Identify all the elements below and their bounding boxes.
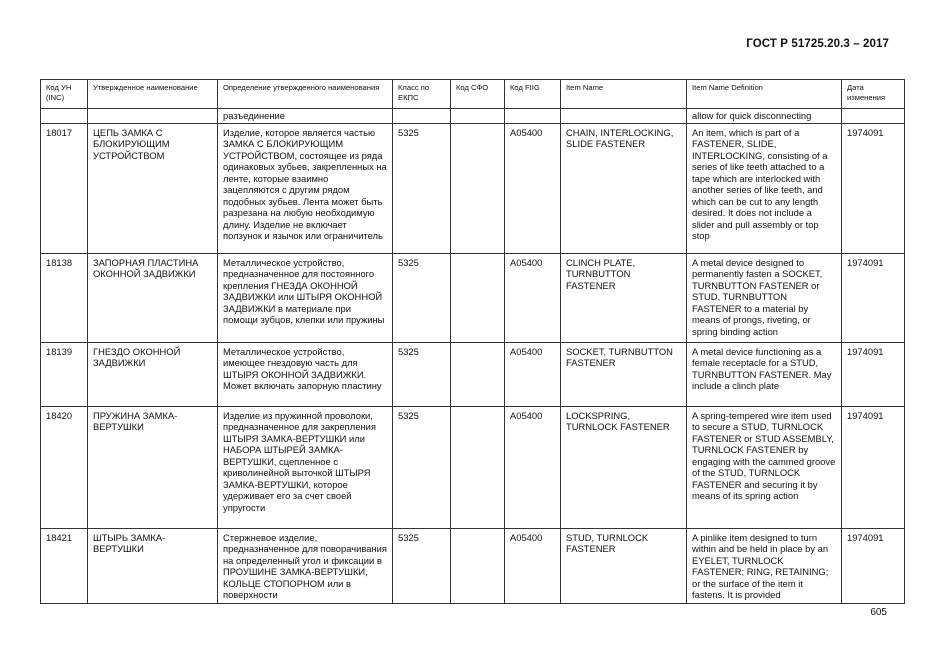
cell-definition: Металлическое устройство, имеющее гнездовую часть для ШТЫРЯ ОКОННОЙ ЗАДВИЖКИ. Может включать запорную пластину (218, 342, 393, 406)
cell-definition: Металлическое устройство, предназначенное для постоянного крепления ГНЕЗДА ОКОННОЙ ЗАДВИЖКИ или ШТЫРЯ ОКОННОЙ ЗАДВИЖКИ в материале при помощи зубцов, клепки или пружины (218, 253, 393, 342)
col-header-item-name: Item Name (561, 80, 687, 109)
col-header-sfo: Код СФО (451, 80, 505, 109)
cell-item-definition: A metal device functioning as a female receptacle for a STUD, TURNBUTTON FASTENER. May include a clinch plate (687, 342, 842, 406)
col-header-inc: Код УН (INC) (41, 80, 88, 109)
cell-sfo (451, 528, 505, 603)
cell-inc (41, 109, 88, 124)
cell-fiig: A05400 (505, 123, 561, 253)
cell-class: 5325 (393, 528, 451, 603)
cell-definition: Изделие, которое является частью ЗАМКА С БЛОКИРУЮЩИМ УСТРОЙСТВОМ, состоящее из ряда одинаковых зубьев, закрепленных на ленте, которые взаимно зацепляются с другим рядом подобных зубьев. Лента может быть разрезана на любую необходимую длину. Изделие не включает ползунок и язычок или ограничитель (218, 123, 393, 253)
cell-class: 5325 (393, 253, 451, 342)
cell-item-definition: An item, which is part of a FASTENER, SLIDE, INTERLOCKING, consisting of a series of like teeth attached to a tape which are interlocked with another series of like teeth, and which can be cut to any length desired. It does not include a slider and pull assembly or top stop (687, 123, 842, 253)
cell-name (88, 109, 218, 124)
table-row-continuation (41, 109, 905, 124)
document-code: ГОСТ Р 51725.20.3 – 2017 (746, 38, 889, 50)
cell-name: ЗАПОРНАЯ ПЛАСТИНА ОКОННОЙ ЗАДВИЖКИ (88, 253, 218, 342)
col-header-class: Класс по ЕКПС (393, 80, 451, 109)
cell-date: 1974091 (842, 123, 905, 253)
cell-class: 5325 (393, 342, 451, 406)
col-header-fiig: Код FIIG (505, 80, 561, 109)
cell-name: ШТЫРЬ ЗАМКА-ВЕРТУШКИ (88, 528, 218, 603)
col-header-name: Утвержденное наименование (88, 80, 218, 109)
cell-sfo (451, 109, 505, 124)
cell-inc: 18017 (41, 123, 88, 253)
cell-class (393, 109, 451, 124)
cell-item-name: CHAIN, INTERLOCKING, SLIDE FASTENER (561, 123, 687, 253)
cell-class: 5325 (393, 123, 451, 253)
catalog-table (40, 79, 905, 604)
col-header-definition: Определение утвержденного наименования (218, 80, 393, 109)
cell-fiig: A05400 (505, 253, 561, 342)
cell-item-name: SOCKET, TURNBUTTON FASTENER (561, 342, 687, 406)
cell-class: 5325 (393, 406, 451, 528)
cell-item-definition: allow for quick disconnecting (687, 109, 842, 124)
cell-fiig: A05400 (505, 406, 561, 528)
cell-fiig: A05400 (505, 528, 561, 603)
cell-date: 1974091 (842, 342, 905, 406)
table-row (41, 123, 905, 253)
cell-sfo (451, 342, 505, 406)
cell-inc: 18138 (41, 253, 88, 342)
table-row (41, 406, 905, 528)
cell-date: 1974091 (842, 253, 905, 342)
cell-item-definition: A spring-tempered wire item used to secure a STUD, TURNLOCK FASTENER or STUD ASSEMBLY, TURNLOCK FASTENER by engaging with the cammed groove of the STUD, TURNLOCK FASTENER and securing it by means of its spring action (687, 406, 842, 528)
cell-item-name: STUD, TURNLOCK FASTENER (561, 528, 687, 603)
cell-date: 1974091 (842, 406, 905, 528)
cell-sfo (451, 253, 505, 342)
cell-fiig (505, 109, 561, 124)
cell-definition: Изделие из пружинной проволоки, предназначенное для закрепления ШТЫРЯ ЗАМКА-ВЕРТУШКИ или НАБОРА ШТЫРЕЙ ЗАМКА-ВЕРТУШКИ, сцепленное с криволинейной выточкой ШТЫРЯ ЗАМКА-ВЕРТУШКИ, которое удерживает его за счет своей упругости (218, 406, 393, 528)
cell-date: 1974091 (842, 528, 905, 603)
cell-name: ЦЕПЬ ЗАМКА С БЛОКИРУЮЩИМ УСТРОЙСТВОМ (88, 123, 218, 253)
cell-inc: 18421 (41, 528, 88, 603)
cell-sfo (451, 406, 505, 528)
cell-definition: разъединение (218, 109, 393, 124)
cell-definition: Стержневое изделие, предназначенное для поворачивания на определенный угол и фиксации в ПРОУШИНЕ ЗАМКА-ВЕРТУШКИ, КОЛЬЦЕ СТОПОРНОМ или в поверхности (218, 528, 393, 603)
cell-item-name: CLINCH PLATE, TURNBUTTON FASTENER (561, 253, 687, 342)
table-row (41, 342, 905, 406)
col-header-date: Дата изменения (842, 80, 905, 109)
cell-sfo (451, 123, 505, 253)
cell-name: ПРУЖИНА ЗАМКА-ВЕРТУШКИ (88, 406, 218, 528)
col-header-item-definition: Item Name Definition (687, 80, 842, 109)
table-row (41, 253, 905, 342)
cell-item-name (561, 109, 687, 124)
page-number: 605 (870, 607, 887, 618)
cell-item-definition: A pinlike item designed to turn within and be held in place by an EYELET, TURNLOCK FASTENER; RING, RETAINING; or the surface of the item it fastens. It is provided (687, 528, 842, 603)
cell-name: ГНЕЗДО ОКОННОЙ ЗАДВИЖКИ (88, 342, 218, 406)
cell-item-name: LOCKSPRING, TURNLOCK FASTENER (561, 406, 687, 528)
cell-date (842, 109, 905, 124)
cell-inc: 18420 (41, 406, 88, 528)
table-row (41, 528, 905, 603)
cell-inc: 18139 (41, 342, 88, 406)
cell-fiig: A05400 (505, 342, 561, 406)
cell-item-definition: A metal device designed to permanently fasten a SOCKET, TURNBUTTON FASTENER or STUD, TURNBUTTON FASTENER to a material by means of prongs, riveting, or spring binding action (687, 253, 842, 342)
table-header-row (41, 80, 905, 109)
